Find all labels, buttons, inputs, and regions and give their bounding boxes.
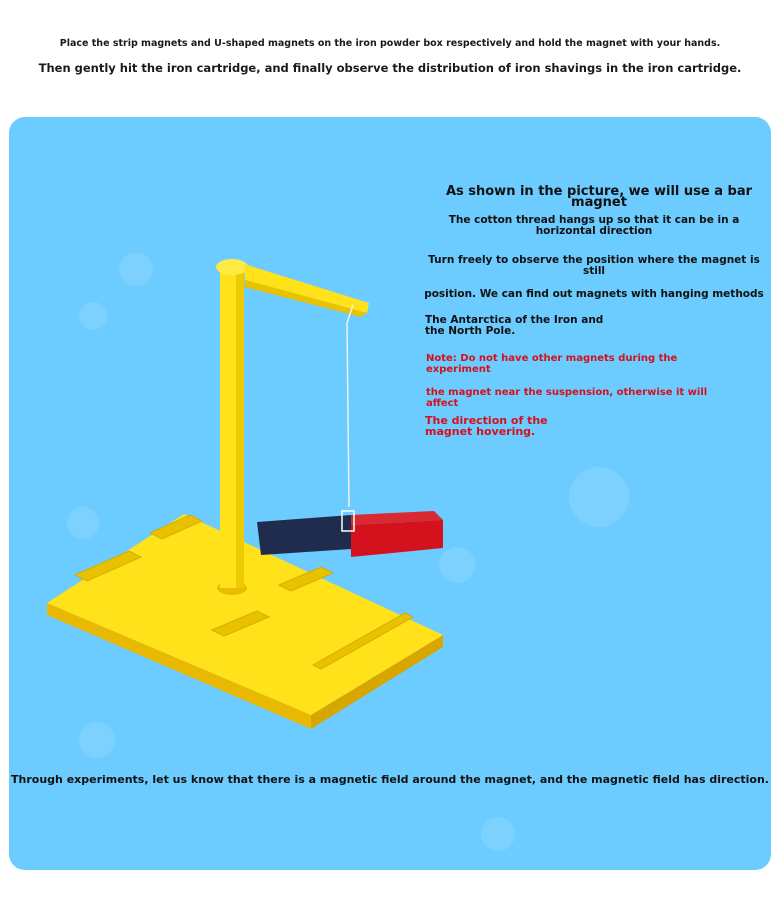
- summary-text: Through experiments, let us know that there is a magnetic field around the magnet, and the magnetic field has direction.: [11, 773, 769, 786]
- description-line-4: position. We can find out magnets with hanging methods: [424, 288, 764, 300]
- description-line-2: The cotton thread hangs up so that it can be in a horizontal direction: [448, 214, 740, 237]
- note-line-3: The direction of the magnet hovering.: [425, 414, 548, 438]
- pillar-cap: [216, 259, 248, 275]
- intro-line-2: Then gently hit the iron cartridge, and finally observe the distribution of iron shavings in the iron cartridge.: [38, 61, 742, 75]
- magnet-north-pole: [351, 520, 443, 557]
- description-line-1: As shown in the picture, we will use a bar magnet: [445, 184, 753, 210]
- note-line-1: Note: Do not have other magnets during the experiment: [426, 353, 678, 375]
- pillar-shade: [236, 270, 244, 588]
- description-line-5: The Antarctica of the Iron and the North Pole.: [425, 314, 604, 337]
- intro-line-1: Place the strip magnets and U-shaped magnets on the iron powder box respectively and hold the magnet with your hands.: [59, 38, 721, 49]
- illustration-panel: [9, 117, 771, 870]
- note-line-2: the magnet near the suspension, otherwise it will affect: [426, 387, 708, 409]
- description-line-3: Turn freely to observe the position where the magnet is still: [428, 254, 760, 277]
- cotton-thread: [347, 305, 353, 507]
- magnet-south-pole: [257, 515, 351, 555]
